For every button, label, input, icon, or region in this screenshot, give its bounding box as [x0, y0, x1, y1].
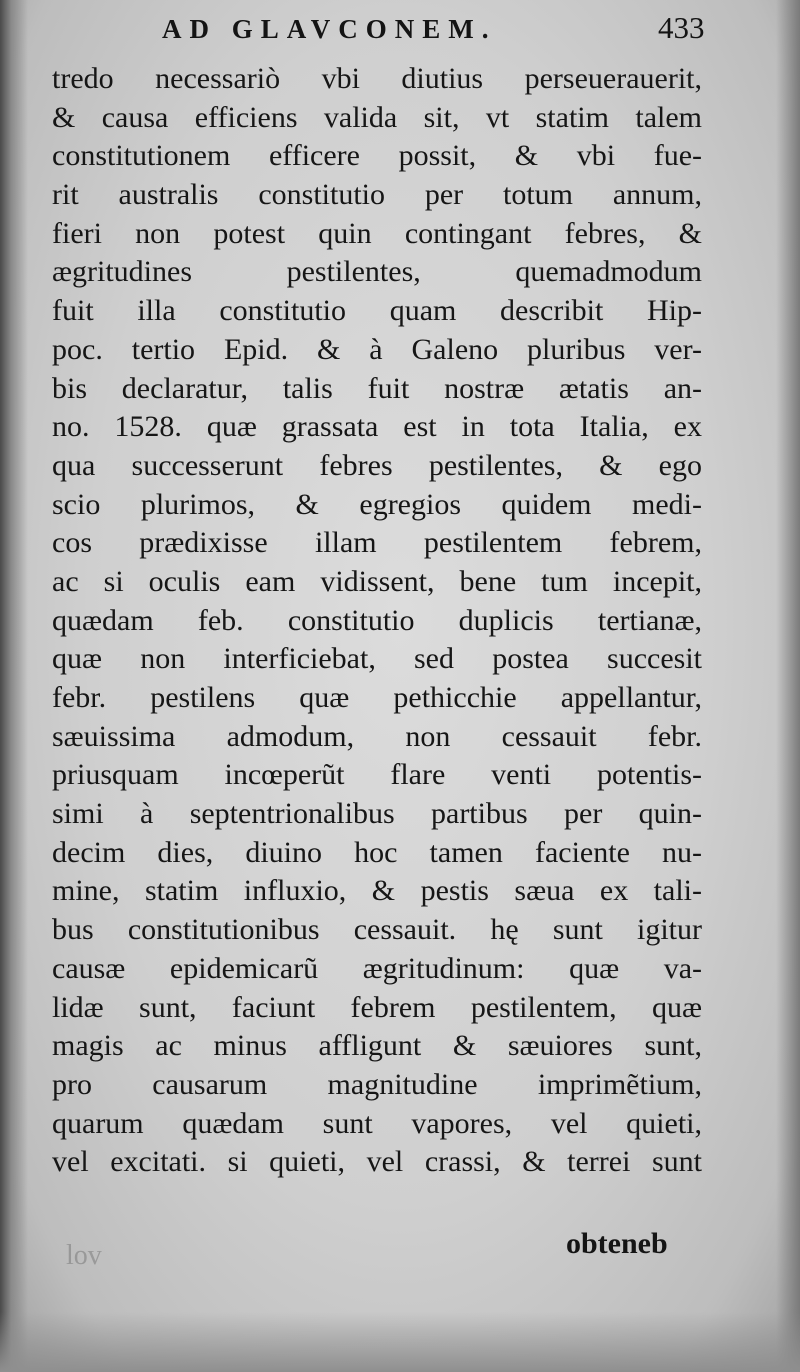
bleed-through-text: lov	[66, 1240, 102, 1271]
page-number: 433	[658, 10, 705, 45]
text-line: simi à septentrionalibus partibus per quin-	[52, 797, 702, 831]
text-line: cos prædixisse illam pestilentem febrem,	[52, 526, 702, 560]
text-line: qua successerunt febres pestilentes, & ego	[52, 448, 702, 482]
running-head: AD GLAVCONEM.	[162, 14, 497, 44]
text-line: fuit illa constitutio quam describit Hip-	[52, 294, 702, 328]
body-text	[52, 60, 702, 1182]
text-line: decim dies, diuino hoc tamen faciente nu-	[52, 835, 702, 869]
text-line: no. 1528. quæ grassata est in tota Italia, ex	[52, 410, 702, 444]
text-line: mine, statim influxio, & pestis sæua ex tali-	[52, 874, 702, 908]
text-line: fieri non potest quin contingant febres, &	[52, 216, 702, 250]
text-line: pro causarum magnitudine imprimẽtium,	[52, 1067, 702, 1101]
text-line: causæ epidemicarũ ægritudinum: quæ va-	[52, 951, 702, 985]
text-line: febr. pestilens quæ pethicchie appellantur,	[52, 681, 702, 714]
text-line: priusquam incœperũt flare venti potentis-	[52, 758, 702, 792]
text-line: sæuissima admodum, non cessauit febr.	[52, 719, 702, 753]
text-line: quarum quædam sunt vapores, vel quieti,	[52, 1106, 702, 1140]
text-line: bis declaratur, talis fuit nostræ ætatis an-	[52, 371, 702, 405]
text-line: quædam feb. constitutio duplicis tertianæ,	[52, 603, 702, 637]
text-line: vel excitati. si quieti, vel crassi, & terrei sunt	[52, 1145, 702, 1179]
text-line: constitutionem efficere possit, & vbi fue-	[52, 139, 702, 173]
text-line: quæ non interficiebat, sed postea succesit	[52, 642, 702, 676]
text-line: ac si oculis eam vidissent, bene tum incepit,	[52, 564, 702, 598]
edge-shadow	[776, 0, 800, 1372]
text-line: bus constitutionibus cessauit. hę sunt igitur	[52, 913, 702, 947]
text-line: & causa efficiens valida sit, vt statim talem	[52, 100, 702, 134]
text-line: tredo necessariò vbi diutius perseuerauerit,	[52, 62, 702, 95]
text-line: poc. tertio Epid. & à Galeno pluribus ver-	[52, 332, 702, 366]
catchword: obteneb	[566, 1227, 668, 1260]
bottom-edge-shadow	[0, 1312, 800, 1372]
gutter-shadow	[0, 0, 28, 1372]
text-line: lidæ sunt, faciunt febrem pestilentem, quæ	[52, 990, 702, 1024]
text-line: magis ac minus affligunt & sæuiores sunt,	[52, 1029, 702, 1063]
text-line: ægritudines pestilentes, quemadmodum	[52, 255, 702, 289]
text-line: rit australis constitutio per totum annum,	[52, 178, 702, 212]
page-header	[0, 10, 800, 50]
text-line: scio plurimos, & egregios quidem medi-	[52, 487, 702, 521]
